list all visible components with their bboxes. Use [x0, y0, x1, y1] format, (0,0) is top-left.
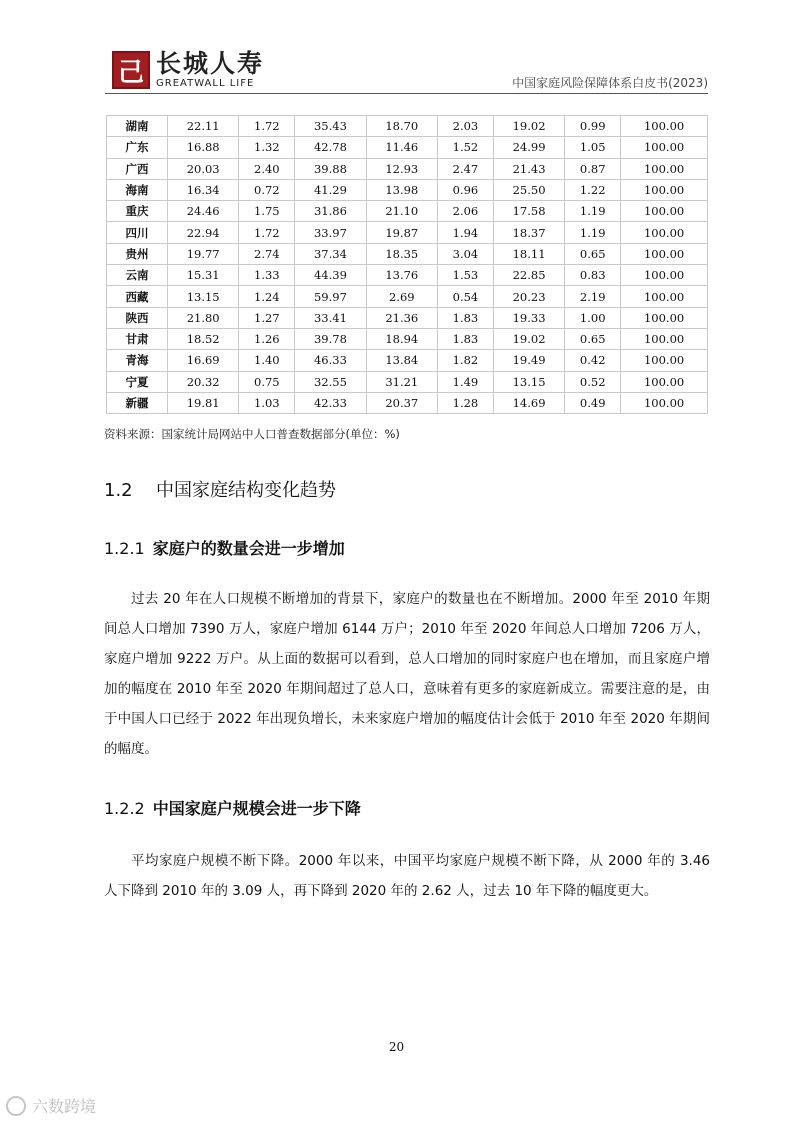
paragraph-household-count: 过去 20 年在人口规模不断增加的背景下，家庭户的数量也在不断增加。2000 年至 2010 年期间总人口增加 7390 万人，家庭户增加 6144 万户；2010 年至 2020 年间总人口增加 7206 万人，家庭户增加 9222 万户。从上面的数据可以看到，总人口增加的同时家庭户也在增加，而且家庭户增加的幅度在 2010 年至 2020 年期间超过了总人口，意味着有更多的家庭新成立。需要注意的是，由于中国人口已经于 2022 年出现负增长，未来家庭户增加的幅度估计会低于 2010 年至 2020 年期间的幅度。 — [104, 591, 710, 757]
value-cell: 2.74 — [239, 243, 295, 264]
value-cell: 100.00 — [621, 371, 708, 392]
section-title: 中国家庭结构变化趋势 — [156, 480, 336, 501]
value-cell: 17.58 — [493, 201, 564, 222]
table-row — [107, 307, 708, 328]
value-cell: 100.00 — [621, 158, 708, 179]
value-cell: 0.65 — [565, 328, 621, 349]
value-cell: 1.19 — [565, 201, 621, 222]
table-row — [107, 371, 708, 392]
value-cell: 41.29 — [295, 179, 366, 200]
value-cell: 19.02 — [493, 116, 564, 137]
value-cell: 21.36 — [366, 307, 437, 328]
value-cell: 31.21 — [366, 371, 437, 392]
value-cell: 25.50 — [493, 179, 564, 200]
value-cell: 16.34 — [168, 179, 239, 200]
value-cell: 20.32 — [168, 371, 239, 392]
value-cell: 18.35 — [366, 243, 437, 264]
province-cell: 甘肃 — [107, 328, 168, 349]
value-cell: 22.85 — [493, 265, 564, 286]
value-cell: 0.54 — [437, 286, 493, 307]
watermark-logo-icon — [6, 1096, 26, 1116]
value-cell: 46.33 — [295, 350, 366, 371]
province-cell: 海南 — [107, 179, 168, 200]
value-cell: 11.46 — [366, 137, 437, 158]
table-row — [107, 350, 708, 371]
table-row — [107, 222, 708, 243]
value-cell: 18.11 — [493, 243, 564, 264]
table-row — [107, 137, 708, 158]
table-row — [107, 179, 708, 200]
province-cell: 四川 — [107, 222, 168, 243]
population-table — [106, 115, 708, 414]
value-cell: 0.96 — [437, 179, 493, 200]
value-cell: 16.69 — [168, 350, 239, 371]
seal-logo-icon: 己 — [112, 51, 150, 89]
province-cell: 青海 — [107, 350, 168, 371]
value-cell: 0.99 — [565, 116, 621, 137]
value-cell: 33.97 — [295, 222, 366, 243]
value-cell: 42.78 — [295, 137, 366, 158]
page-header — [0, 0, 793, 100]
subsection-title: 家庭户的数量会进一步增加 — [152, 539, 345, 558]
value-cell: 39.78 — [295, 328, 366, 349]
value-cell: 100.00 — [621, 328, 708, 349]
value-cell: 14.69 — [493, 392, 564, 413]
province-cell: 湖南 — [107, 116, 168, 137]
value-cell: 0.83 — [565, 265, 621, 286]
value-cell: 13.76 — [366, 265, 437, 286]
table-row — [107, 201, 708, 222]
value-cell: 0.75 — [239, 371, 295, 392]
value-cell: 13.15 — [168, 286, 239, 307]
value-cell: 1.26 — [239, 328, 295, 349]
value-cell: 19.33 — [493, 307, 564, 328]
value-cell: 1.05 — [565, 137, 621, 158]
value-cell: 24.99 — [493, 137, 564, 158]
province-cell: 广西 — [107, 158, 168, 179]
value-cell: 1.40 — [239, 350, 295, 371]
value-cell: 21.80 — [168, 307, 239, 328]
value-cell: 100.00 — [621, 392, 708, 413]
paragraph-household-size: 平均家庭户规模不断下降。2000 年以来，中国平均家庭户规模不断下降，从 2000 年的 3.46 人下降到 2010 年的 3.09 人，再下降到 2020 年的 2.62 人，过去 10 年下降的幅度更大。 — [104, 853, 710, 899]
table-row — [107, 286, 708, 307]
value-cell: 1.94 — [437, 222, 493, 243]
province-cell: 重庆 — [107, 201, 168, 222]
value-cell: 18.52 — [168, 328, 239, 349]
value-cell: 1.00 — [565, 307, 621, 328]
value-cell: 44.39 — [295, 265, 366, 286]
value-cell: 1.28 — [437, 392, 493, 413]
subsection-number: 1.2.2 — [104, 799, 145, 818]
value-cell: 1.53 — [437, 265, 493, 286]
province-cell: 西藏 — [107, 286, 168, 307]
value-cell: 1.03 — [239, 392, 295, 413]
province-cell: 贵州 — [107, 243, 168, 264]
province-cell: 云南 — [107, 265, 168, 286]
value-cell: 1.49 — [437, 371, 493, 392]
province-cell: 广东 — [107, 137, 168, 158]
value-cell: 100.00 — [621, 286, 708, 307]
value-cell: 15.31 — [168, 265, 239, 286]
value-cell: 22.94 — [168, 222, 239, 243]
value-cell: 1.72 — [239, 116, 295, 137]
value-cell: 2.06 — [437, 201, 493, 222]
value-cell: 100.00 — [621, 116, 708, 137]
value-cell: 100.00 — [621, 243, 708, 264]
value-cell: 20.23 — [493, 286, 564, 307]
province-cell: 陕西 — [107, 307, 168, 328]
header-divider — [105, 93, 708, 94]
value-cell: 2.69 — [366, 286, 437, 307]
logo-chinese-name: 长城人寿 — [156, 49, 265, 78]
value-cell: 20.37 — [366, 392, 437, 413]
value-cell: 22.11 — [168, 116, 239, 137]
value-cell: 13.84 — [366, 350, 437, 371]
value-cell: 20.03 — [168, 158, 239, 179]
table-row — [107, 265, 708, 286]
table-row — [107, 116, 708, 137]
value-cell: 13.98 — [366, 179, 437, 200]
value-cell: 3.04 — [437, 243, 493, 264]
value-cell: 31.86 — [295, 201, 366, 222]
value-cell: 19.77 — [168, 243, 239, 264]
watermark-text: 六数跨境 — [32, 1097, 97, 1116]
value-cell: 2.40 — [239, 158, 295, 179]
subsection-heading-1 — [104, 536, 345, 559]
province-cell: 新疆 — [107, 392, 168, 413]
value-cell: 0.52 — [565, 371, 621, 392]
document-title: 中国家庭风险保障体系白皮书(2023) — [512, 76, 708, 90]
value-cell: 32.55 — [295, 371, 366, 392]
value-cell: 0.49 — [565, 392, 621, 413]
table-row — [107, 392, 708, 413]
watermark — [6, 1094, 96, 1117]
table-row — [107, 328, 708, 349]
value-cell: 1.82 — [437, 350, 493, 371]
value-cell: 21.43 — [493, 158, 564, 179]
value-cell: 19.87 — [366, 222, 437, 243]
value-cell: 1.33 — [239, 265, 295, 286]
value-cell: 0.42 — [565, 350, 621, 371]
subsection-heading-2 — [104, 796, 361, 819]
value-cell: 33.41 — [295, 307, 366, 328]
value-cell: 35.43 — [295, 116, 366, 137]
value-cell: 100.00 — [621, 265, 708, 286]
value-cell: 100.00 — [621, 179, 708, 200]
value-cell: 1.27 — [239, 307, 295, 328]
value-cell: 16.88 — [168, 137, 239, 158]
value-cell: 1.24 — [239, 286, 295, 307]
value-cell: 0.65 — [565, 243, 621, 264]
value-cell: 100.00 — [621, 201, 708, 222]
table-source-note: 资料来源：国家统计局网站中人口普查数据部分(单位：%) — [104, 427, 400, 441]
value-cell: 18.37 — [493, 222, 564, 243]
logo-text — [156, 50, 264, 90]
value-cell: 37.34 — [295, 243, 366, 264]
value-cell: 100.00 — [621, 307, 708, 328]
value-cell: 100.00 — [621, 137, 708, 158]
value-cell: 18.94 — [366, 328, 437, 349]
logo-english-name: GREATWALL LIFE — [156, 78, 255, 89]
value-cell: 24.46 — [168, 201, 239, 222]
value-cell: 39.88 — [295, 158, 366, 179]
value-cell: 19.81 — [168, 392, 239, 413]
value-cell: 18.70 — [366, 116, 437, 137]
table-row — [107, 158, 708, 179]
value-cell: 1.75 — [239, 201, 295, 222]
value-cell: 2.47 — [437, 158, 493, 179]
value-cell: 0.87 — [565, 158, 621, 179]
section-number: 1.2 — [104, 480, 133, 501]
value-cell: 42.33 — [295, 392, 366, 413]
value-cell: 12.93 — [366, 158, 437, 179]
value-cell: 1.52 — [437, 137, 493, 158]
value-cell: 1.72 — [239, 222, 295, 243]
value-cell: 2.19 — [565, 286, 621, 307]
table-row — [107, 243, 708, 264]
subsection-number: 1.2.1 — [104, 539, 145, 558]
value-cell: 19.02 — [493, 328, 564, 349]
value-cell: 1.22 — [565, 179, 621, 200]
table-body — [107, 116, 708, 414]
value-cell: 13.15 — [493, 371, 564, 392]
value-cell: 0.72 — [239, 179, 295, 200]
value-cell: 21.10 — [366, 201, 437, 222]
section-heading — [104, 476, 336, 502]
value-cell: 100.00 — [621, 350, 708, 371]
value-cell: 2.03 — [437, 116, 493, 137]
page-number: 20 — [388, 1040, 405, 1054]
value-cell: 19.49 — [493, 350, 564, 371]
value-cell: 1.83 — [437, 328, 493, 349]
value-cell: 59.97 — [295, 286, 366, 307]
subsection-title: 中国家庭户规模会进一步下降 — [152, 799, 361, 818]
value-cell: 100.00 — [621, 222, 708, 243]
value-cell: 1.19 — [565, 222, 621, 243]
province-cell: 宁夏 — [107, 371, 168, 392]
value-cell: 1.83 — [437, 307, 493, 328]
company-logo — [112, 50, 264, 90]
value-cell: 1.32 — [239, 137, 295, 158]
